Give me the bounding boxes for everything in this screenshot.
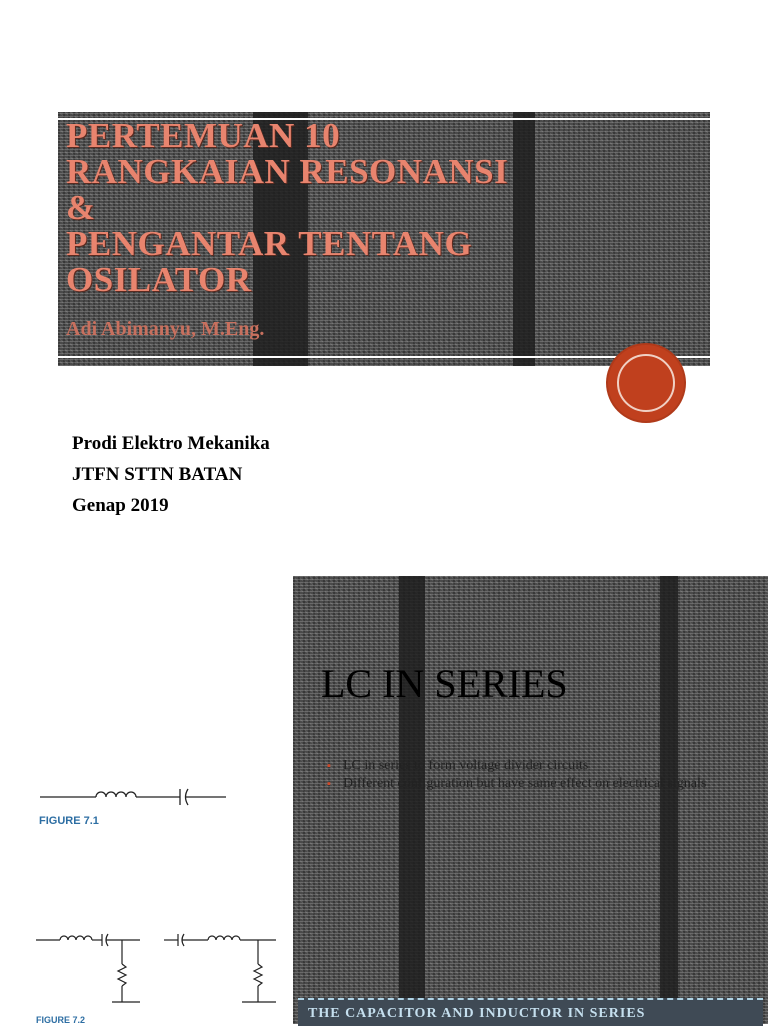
decorative-circle-icon [608, 345, 684, 421]
bullet-item: ▪ Different configuration but have same effect on electrical signals [319, 776, 739, 792]
author-name: Adi Abimanyu, M.Eng. [66, 318, 265, 340]
figure-7-2-label: FIGURE 7.2 [36, 1015, 86, 1025]
subtitle-block [72, 428, 270, 521]
title-line: PENGANTAR TENTANG [66, 224, 473, 263]
figure-7-1-diagram [38, 782, 233, 812]
figure-7-2-diagram [36, 928, 281, 1008]
banner-band [513, 112, 535, 366]
title-line: RANGKAIAN RESONANSI [66, 152, 509, 191]
slide2-title: LC IN SERIES [321, 661, 568, 706]
next-slide-header [298, 998, 763, 1026]
circle-ring [617, 354, 675, 412]
subtitle-line: Genap 2019 [72, 495, 169, 516]
title-line: PERTEMUAN 10 [66, 116, 341, 155]
title-banner [58, 112, 710, 366]
subtitle-line: JTFN STTN BATAN [72, 464, 243, 485]
next-slide-title: THE CAPACITOR AND INDUCTOR IN SERIES [308, 1006, 646, 1020]
slide2-band [660, 576, 678, 1024]
title-line: & [66, 188, 96, 227]
slide-title [66, 118, 508, 298]
figure-7-1-label: FIGURE 7.1 [39, 815, 99, 827]
slide2-bullet-list [319, 758, 739, 794]
bullet-item: ▪ LC in series to form voltage divider circuits [319, 758, 739, 774]
title-line: OSILATOR [66, 260, 252, 299]
slide-lc-in-series [293, 576, 768, 1024]
banner-bottom-rule [58, 356, 710, 358]
slide2-band [399, 576, 425, 1024]
subtitle-line: Prodi Elektro Mekanika [72, 433, 270, 454]
